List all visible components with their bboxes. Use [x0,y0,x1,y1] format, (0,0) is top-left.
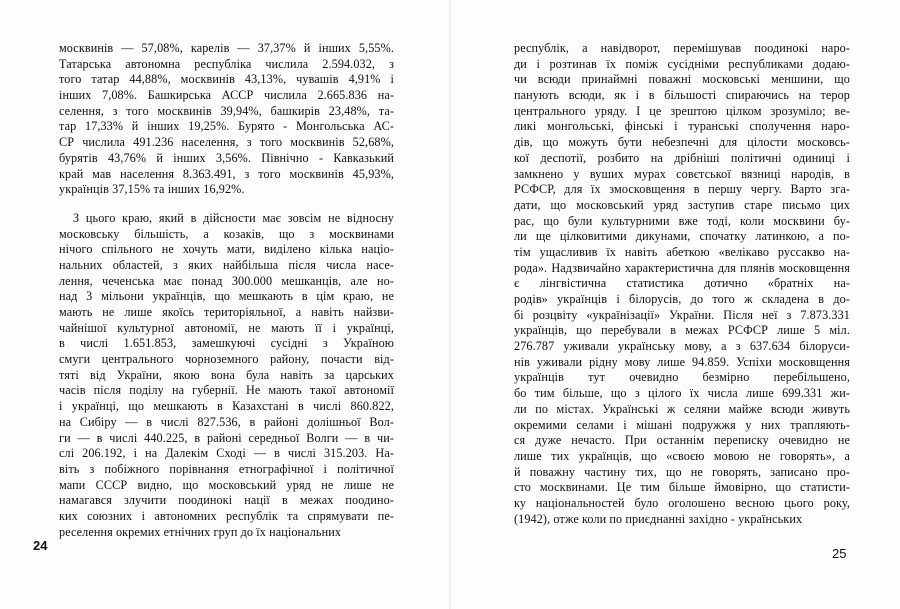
right-text-column [514,41,850,527]
text-line: СР числила 491.236 населення, з того москвинів 52,68%, [59,135,394,150]
text-line: рас, що були культурними вже тоді, коли москвини бу- [514,213,850,228]
text-line: бо тим більше, що з цілого їх числа лише 699.331 жи- [514,386,850,401]
text-line: мають не лише якоїсь територіяльної, а навіть найзви- [59,305,394,319]
text-line: намагався злучити поодинокі нації в межах поодино- [59,493,394,508]
text-line: віть з побіжного порівнання етнографічної і політичної [59,461,394,476]
text-line: над 3 мільони українців, що мешкають в цім краю, не [59,289,394,304]
text-line: бурятів 43,76% й інших 3,56%. Північно - Кавказький [59,150,394,165]
text-line: дати, що московський уряд заступив старе письмо цих [514,197,850,212]
text-line: республік, а навідворот, перемішував поодинокі наро- [514,41,850,55]
text-line: українців, що перебували в межах РСФСР лише 5 міл. [514,323,850,338]
text-line: РСФСР, для їх змосковщення в першу чергу. Варто зга- [514,182,850,197]
text-line: чи всюди принаймні поважні московські меншини, що [514,72,850,87]
text-line: (1942), отже коли по приєднанні західно - українських [514,511,803,526]
text-line: тяті від України, якою вона була навіть за царських [59,367,394,382]
text-line: З цього краю, який в дійсности має зовсім не відносну [73,210,394,225]
text-line: Татарська автономна республіка числила 2.594.032, з [59,56,394,71]
text-line: центрального уряду. І це зрештою цілком зрозуміло; ве- [514,103,850,118]
text-line: 276.787 уживали українську мову, а з 637.634 білоруси- [514,339,850,354]
text-line: москвинів — 57,08%, карелів — 37,37% й інших 5,55%. [59,41,394,55]
text-line: українців 37,15% та інших 16,92%. [59,182,245,197]
text-line: інших 7,08%. Башкирська АССР числила 2.665.836 на- [59,88,394,103]
text-line: на Сибіру — в числі 827.536, в районі долішньої Вол- [59,414,394,429]
text-line: замкнено у вуших мурах совєтської вязниці народів, в [514,166,850,181]
text-line: смуги центрального чорноземного району, почасти від- [59,352,394,367]
text-line: ги — в числі 440.225, в районі середньої Волги — в чи- [59,430,394,445]
left-text-column [59,41,394,540]
text-line: чайнішої культурної автономії, не мають її і українці, [59,320,394,335]
text-line: ли ще цілковитими дикунами, спочатку латинкою, а по- [514,229,850,244]
text-line: ди і розтинав їх поміж сусідніми республиками додаю- [514,56,850,71]
text-line: рода». Надзвичайно характеристична для плянів московщення [514,260,850,275]
text-line: родів» українців і білорусів, до того ж складена в до- [514,292,850,306]
text-line: бі розцвіту «українізації» України. Після неї з 7.873.331 [514,307,850,322]
text-line: і українці, що мешкають в Казахстані в числі 860.822, [59,399,394,414]
paragraph [59,211,394,540]
paragraph [59,41,394,198]
text-line: слі 206.192, і на Далекім Сході — в числі 315.203. На- [59,446,394,461]
right-page-number: 25 [832,546,847,561]
left-page-number: 24 [33,538,48,553]
text-line: того татар 44,88%, москвинів 43,13%, чувашів 4,91% і [59,72,394,87]
right-page [450,0,900,609]
text-line: окремими селами і мішані подружжя у них трапляють- [514,417,850,432]
text-line: в числі 1.651.853, замешкуючі сусідні з Україною [59,336,394,351]
text-line: ких союзних і автономних республік та спрямувати пе- [59,508,394,523]
text-line: ли по містах. Українські ж селяни майже всюди живуть [514,401,850,416]
paragraph [514,41,850,527]
text-line: дів, що можуть бути небезпечні для цілости московсь- [514,135,850,150]
text-line: ликі монгольські, фінські і туранські сполучення наро- [514,119,850,134]
text-line: часів після поділу на губернії. Не мають такої автономії [59,383,394,398]
text-line: українців тут очевидно безмірно перебільшено, [514,370,850,385]
text-line: панують всюди, як і в більшості спираючись на терор [514,88,850,103]
text-line: нальних областей, з яких найбільша після числа насе- [59,257,394,272]
text-line: селення, з того москвинів 39,94%, башкирів 23,48%, та- [59,103,394,118]
text-line: реселення окремих етнічних груп до їх національних [59,524,342,539]
text-line: московську більшість, а козаків, що з москвинами [59,226,394,241]
text-line: край мав населення 8.363.491, з того москвинів 45,93%, [59,166,394,181]
text-line: ся дуже нечасто. При останнім переписку очевидно не [514,433,850,448]
text-line: лення, чеченська має понад 300.000 мешканців, але но- [59,273,394,288]
text-line: тім ущасливив їх навіть абеткою «велікаво руссакво на- [514,244,850,259]
text-line: й поважну частину тих, що не говорять, записано про- [514,464,850,479]
text-line: лише тих українців, що «своєю мовою не говорять», а [514,448,850,463]
text-line: є лінгвістична статистика дотично «братніх на- [514,276,850,291]
text-line: нічого спільного не хочуть мати, виділено кілька націо- [59,242,394,257]
text-line: мапи СССР видно, що московський уряд не лише не [59,477,394,492]
paragraph-gap [59,198,394,211]
text-line: кої деспотії, розбито на дрібніші політичні одиниці і [514,150,850,165]
text-line: тар 17,33% й інших 19,25%. Бурято - Монгольська АС- [59,119,394,134]
text-line: нів уживали рідну мову лише 94.859. Успіхи московщення [514,354,850,369]
text-line: сто москвинами. Це тим більше ймовірно, що статисти- [514,480,850,495]
text-line: ку національностей було оголошено весною цього року, [514,495,850,510]
